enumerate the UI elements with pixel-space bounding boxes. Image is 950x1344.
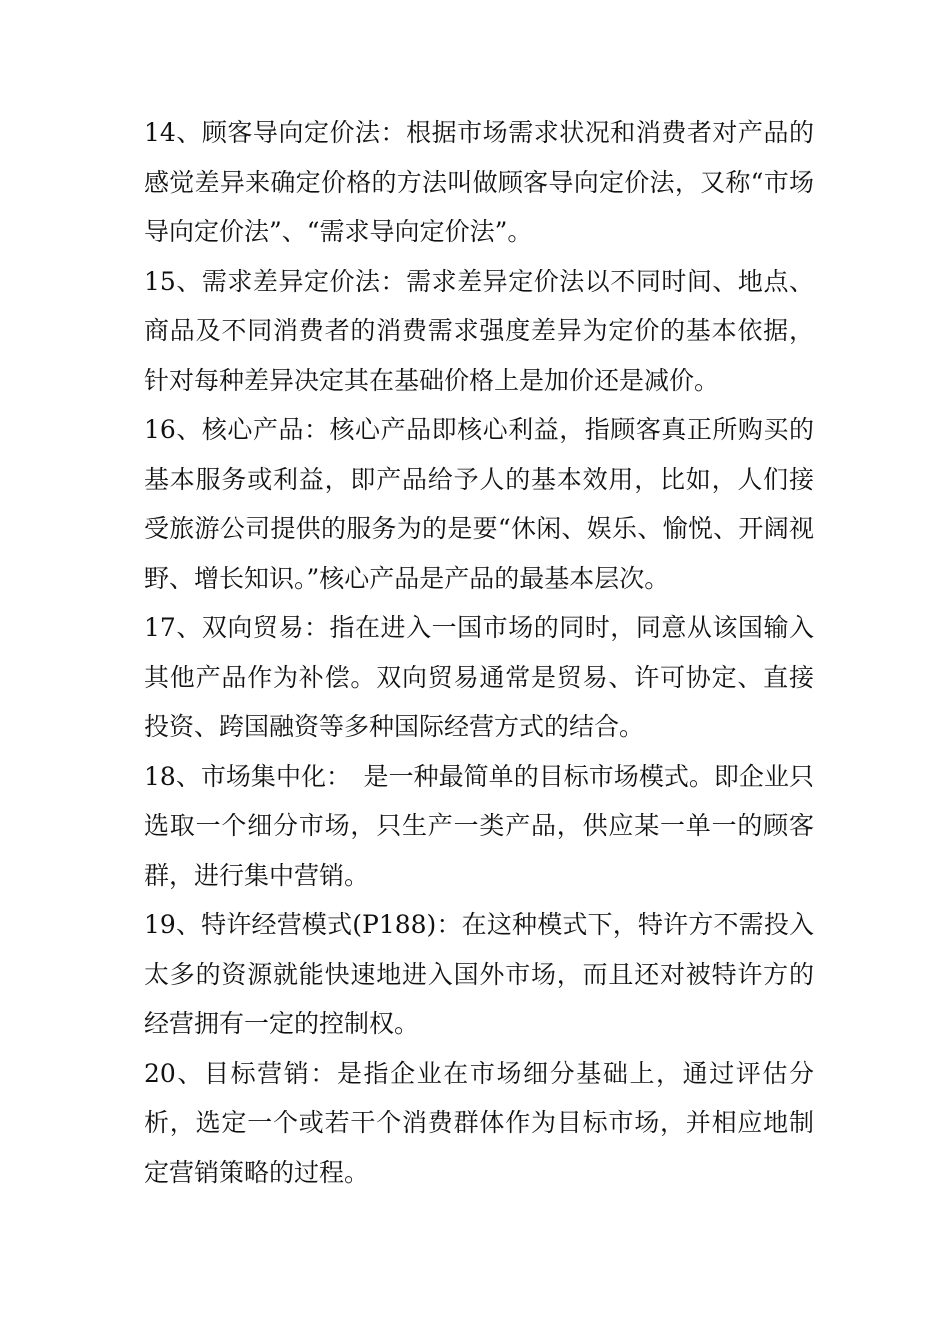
definition-entry-18: 18、市场集中化： 是一种最简单的目标市场模式。即企业只选取一个细分市场，只生产一类产品，供应某一单一的顾客群，进行集中营销。 xyxy=(144,761,814,890)
document-body xyxy=(144,108,814,1197)
definition-entry-14: 14、顾客导向定价法：根据市场需求状况和消费者对产品的感觉差异来确定价格的方法叫做顾客导向定价法，又称“市场导向定价法”、“需求导向定价法”。 xyxy=(144,118,814,246)
definition-entry-15: 15、需求差异定价法：需求差异定价法以不同时间、地点、商品及不同消费者的消费需求强度差异为定价的基本依据，针对每种差异决定其在基础价格上是加价还是减价。 xyxy=(144,266,814,395)
definition-entry-17: 17、双向贸易：指在进入一国市场的同时，同意从该国输入其他产品作为补偿。双向贸易通常是贸易、许可协定、直接投资、跨国融资等多种国际经营方式的结合。 xyxy=(144,613,814,741)
definition-entry-16: 16、核心产品：核心产品即核心利益，指顾客真正所购买的基本服务或利益，即产品给予人的基本效用，比如，人们接受旅游公司提供的服务为的是要“休闲、娱乐、愉悦、开阔视野、增长知识。”核心产品是产品的最基本层次。 xyxy=(144,415,814,593)
definition-entry-19: 19、特许经营模式(P188)：在这种模式下，特许方不需投入太多的资源就能快速地进入国外市场，而且还对被特许方的经营拥有一定的控制权。 xyxy=(144,910,814,1038)
definition-entry-20: 20、目标营销：是指企业在市场细分基础上，通过评估分析，选定一个或若干个消费群体作为目标市场，并相应地制定营销策略的过程。 xyxy=(144,1058,814,1187)
